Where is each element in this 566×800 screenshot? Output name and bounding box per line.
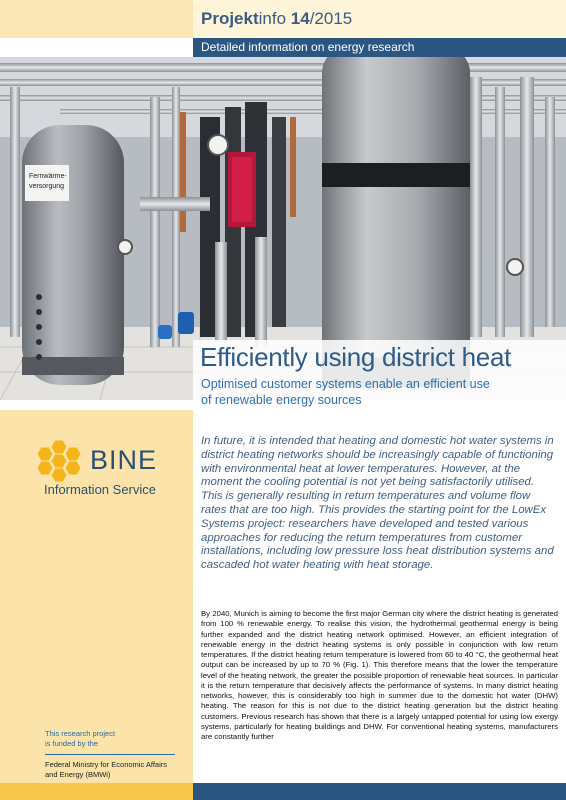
logo-tagline: Information Service — [44, 482, 156, 497]
divider — [45, 754, 175, 755]
bine-logo — [38, 438, 158, 497]
footer-right-strip — [193, 783, 566, 800]
page-subtitle: Optimised customer systems enable an efficient use of renewable energy sources — [201, 377, 490, 407]
title-panel — [193, 340, 566, 410]
intro-paragraph: In future, it is intended that heating and domestic hot water systems in district heating networks should be increasingly capable of functioning with environmental heat at lower temperatures. However, at the moment the cooling potential is not yet being satisfactorily utilised. This is generally resulting in return temperatures and volume flow rates that are too high. This provides the starting point for the LowEx Systems project: researchers have developed and tested various approaches for reducing the return temperatures from customer installations, including low pressure loss heat distribution systems and cascaded hot water heating with heat storage. — [201, 435, 554, 572]
main-content — [193, 410, 566, 800]
ministry-name: Federal Ministry for Economic Affairs and Energy (BMWi) — [45, 760, 167, 779]
honeycomb-logo-icon — [38, 438, 88, 482]
footer-left-strip — [0, 783, 193, 800]
funding-note: This research project is funded by the Federal Ministry for Economic Affairs and Energy (BMWi) — [45, 729, 185, 780]
header-left-panel — [0, 0, 193, 38]
publication-title: Projektinfo 14/2015 — [201, 9, 353, 28]
body-paragraph: By 2040, Munich is aiming to become the first major German city where the district heating is generated from 100 % renewable energy. To realise this vision, the hydrothermal geothermal energy is being further expanded and the district heating network optimised. However, an efficient integration of renewable energy in the district heating systems is only possible in conjunction with low return temperatures. If the district heating return temperature is lowered from 60 to 40 °C, the geothermal heat output can be increased by up to 70 % (Fig. 1). This therefore means that the lower the temperature level of the heating network, the greater the possible proportion of renewable heat sources. In particular it is the return temperature that decisively affects the performance of systems. In many district heating networks, however, this is considerably too high in summer due to the domestic hot water (DHW) heating. The reason for this is not due to the district heating generation but the district heating customers. Previous research has shown that there is a largely untapped potential for using low exergy systems, particularly for heating buildings and DHW. For conventional heating systems, manufacturers are constantly further — [201, 609, 558, 741]
header-subtitle: Detailed information on energy research — [201, 40, 415, 54]
left-sidebar — [0, 410, 193, 800]
header-subtitle-strip — [193, 38, 566, 57]
tank-label-line2: versorgung — [29, 183, 65, 190]
header-title-panel — [193, 0, 566, 38]
logo-wordmark: BINE — [90, 445, 158, 475]
page-title: Efficiently using district heat — [200, 342, 512, 372]
tank-label-line1: Fernwärme- — [29, 173, 67, 180]
